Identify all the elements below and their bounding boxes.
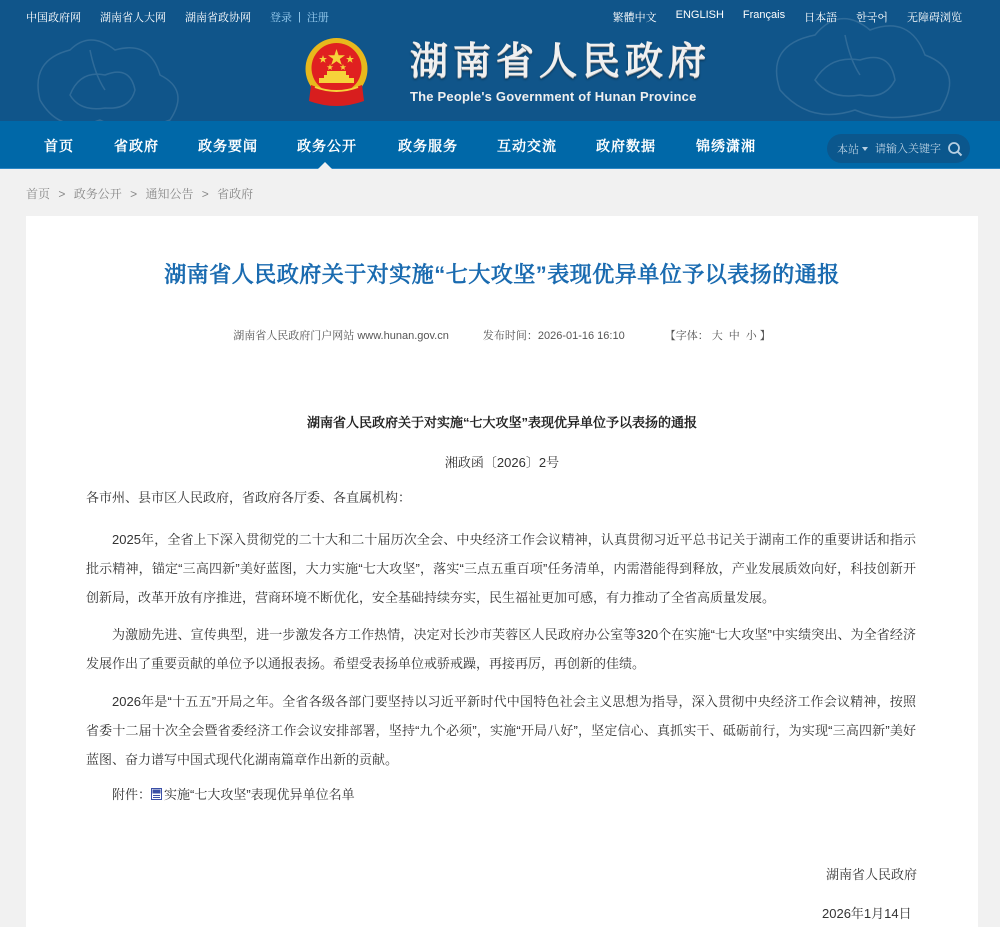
article-title: 湖南省人民政府关于对实施“七大攻坚”表现优异单位予以表扬的通报 [164,262,840,287]
top-utility-bar [0,0,1000,30]
nav-government-news[interactable]: 政务要闻 [198,138,258,154]
attachment-link[interactable]: 实施“七大攻坚”表现优异单位名单 [164,787,355,802]
caret-down-icon [862,147,868,151]
peony-watermark-icon [20,20,200,121]
font-size-medium[interactable]: 中 [728,330,740,342]
nav-government-services[interactable]: 政务服务 [398,138,458,154]
breadcrumb-separator: > [201,187,209,201]
font-size-label: 【字体： [664,330,709,342]
site-title: 湖南省人民政府 [410,41,712,83]
login-separator: | [298,11,301,23]
nav-interaction[interactable]: 互动交流 [497,138,557,154]
search-scope-dropdown[interactable] [837,141,868,157]
sign-date: 2026年1月14日 [822,906,912,921]
breadcrumb [26,185,253,202]
site-header [0,0,1000,121]
search-scope-label: 本站 [837,143,859,156]
article-source: 湖南省人民政府门户网站 www.hunan.gov.cn [233,330,449,342]
main-nav [0,121,1000,169]
font-size-close: 】 [759,330,771,342]
login-link[interactable]: 登录 [270,12,292,24]
paragraph-text: 为激励先进、宣传典型，进一步激发各方工作热情，决定对长沙市芙蓉区人民政府办公室等320个在实施“七大攻坚”中实绩突出、为全省经济发展作出了重要贡献的单位予以通报表扬。希望受表扬单位戒骄戒躁，再接再厉，再创新的佳绩。 [86,627,916,671]
paragraph-text: 2025年，全省上下深入贯彻党的二十大和二十届历次全会、中央经济工作会议精神，认真贯彻习近平总书记关于湖南工作的重要讲话和指示批示精神，锚定“三高四新”美好蓝图，大力实施“七大攻坚”，落实“三点五重百项”任务清单，内需潜能得到释放，产业发展质效向好，科技创新开创新局，改革开放有序推进，营商环境不断优化，安全基础持续夯实，民生福祉更加可感，有力推动了全省高质量发展。 [86,532,916,605]
accessibility-link[interactable]: 无障碍浏览 [907,12,962,24]
font-size-switcher [665,327,771,343]
paragraph-text: 2026年是“十五五”开局之年。全省各级各部门要坚持以习近平新时代中国特色社会主义思想为指导，深入贯彻中央经济工作会议精神，按照省委十二届十次全会暨省委经济工作会议安排部署，坚持“九个必须”，实施“开局八好”，坚定信心、真抓实干、砥砺前行，为实现“三高四新”美好蓝图、奋力谱写中国式现代化湖南篇章作出新的贡献。 [86,694,916,767]
paragraph-3 [86,687,916,774]
attachment [112,784,355,803]
word-document-icon [151,788,162,800]
font-size-large[interactable]: 大 [711,330,723,342]
active-nav-indicator [318,162,332,169]
link-hunan-cppcc[interactable]: 湖南省政协网 [185,12,251,24]
nav-provincial-government[interactable]: 省政府 [114,138,159,154]
site-subtitle: The People's Government of Hunan Province [410,89,697,104]
link-china-gov[interactable]: 中国政府网 [26,12,81,24]
breadcrumb-separator: > [58,187,66,201]
lang-japanese[interactable]: 日本語 [804,12,838,24]
addressee: 各市州、县市区人民政府，省政府各厅委、各直属机构： [86,490,412,505]
search-icon[interactable] [947,141,963,157]
article-meta [26,327,978,343]
link-hunan-npc[interactable]: 湖南省人大网 [100,12,166,24]
search-input[interactable] [875,143,945,155]
attachment-label: 附件： [112,787,152,802]
paragraph-1 [86,525,916,612]
publish-time-value: 2026-01-16 16:10 [537,330,625,342]
breadcrumb-separator: > [130,187,138,201]
lang-traditional-chinese[interactable]: 繁體中文 [612,12,657,24]
publish-time [483,327,625,343]
nav-government-data[interactable]: 政府数据 [596,138,656,154]
nav-splendid-hunan[interactable]: 锦绣潇湘 [696,138,756,154]
signer: 湖南省人民政府 [826,867,918,882]
register-link[interactable]: 注册 [306,12,329,24]
document-number: 湘政函〔2026〕2号 [444,455,560,470]
font-size-small[interactable]: 小 [745,330,757,342]
lang-korean[interactable]: 한국어 [856,12,888,24]
nav-government-affairs-public[interactable]: 政务公开 [297,138,357,154]
breadcrumb-home[interactable]: 首页 [26,187,51,201]
paragraph-2 [86,620,916,678]
lang-english[interactable]: ENGLISH [675,9,724,21]
breadcrumb-notices[interactable]: 通知公告 [145,187,194,201]
search-box [827,134,970,163]
article-panel [26,216,978,927]
publish-time-label: 发布时间： [482,330,538,342]
nav-home[interactable]: 首页 [44,138,74,154]
breadcrumb-government-affairs-public[interactable]: 政务公开 [73,187,122,201]
national-emblem-icon[interactable] [303,37,370,109]
breadcrumb-provincial-government[interactable]: 省政府 [217,187,254,201]
lang-french[interactable]: Français [742,9,786,21]
document-heading: 湖南省人民政府关于对实施“七大攻坚”表现优异单位予以表扬的通报 [306,415,697,430]
